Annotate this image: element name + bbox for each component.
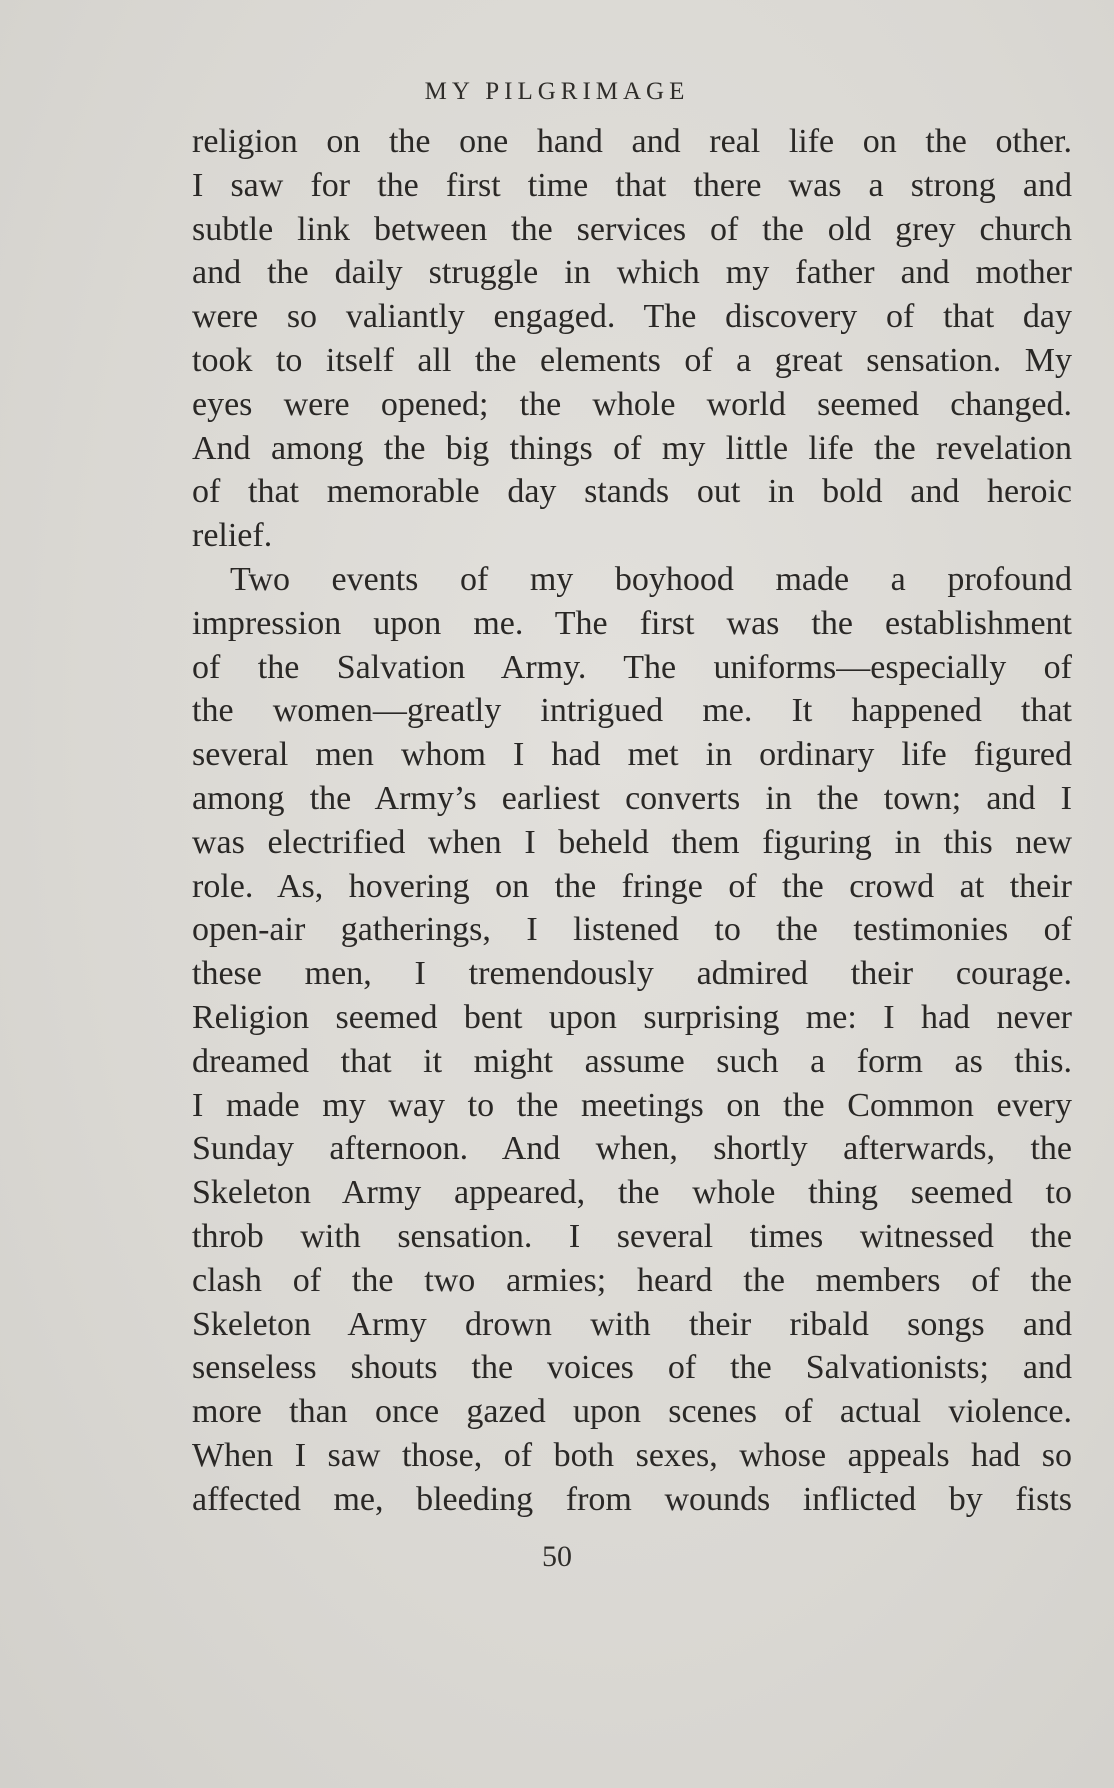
text-line: I made my way to the meetings on the Common every [192,1086,1072,1124]
text-line: among the Army’s earliest converts in the town; and I [192,779,1072,817]
text-line: took to itself all the elements of a great sensation. My [192,341,1072,379]
page-number: 50 [542,1540,572,1573]
text-line: several men whom I had met in ordinary life figured [192,736,1072,774]
text-line: subtle link between the services of the old grey church [192,210,1072,248]
text-line: I saw for the first time that there was a strong and [192,166,1072,204]
text-line: dreamed that it might assume such a form as this. [192,1042,1072,1080]
text-line: and the daily struggle in which my father and mother [192,254,1072,292]
text-line: of that memorable day stands out in bold and heroic [192,473,1072,511]
text-line: more than once gazed upon scenes of actual violence. [192,1393,1072,1431]
text-line: senseless shouts the voices of the Salvationists; and [192,1349,1072,1387]
text-line: Sunday afternoon. And when, shortly afterwards, the [192,1130,1072,1168]
text-line: religion on the one hand and real life on the other. [192,123,1072,160]
text-line: of the Salvation Army. The uniforms—especially of [192,648,1072,686]
text-line: Skeleton Army appeared, the whole thing seemed to [192,1174,1072,1212]
text-line: throb with sensation. I several times witnessed the [192,1217,1072,1255]
text-line: relief. [192,517,273,555]
text-line: was electrified when I beheld them figuring in this new [192,823,1072,861]
text-line: Two events of my boyhood made a profound [230,560,1072,598]
text-line: role. As, hovering on the fringe of the crowd at their [192,867,1072,905]
text-line: impression upon me. The first was the establishment [192,604,1072,642]
body-text [192,120,1072,1522]
text-line: eyes were opened; the whole world seemed changed. [192,385,1072,423]
text-line: were so valiantly engaged. The discovery of that day [192,298,1072,336]
text-line: Religion seemed bent upon surprising me: I had never [192,998,1072,1036]
text-line: affected me, bleeding from wounds inflicted by fists [192,1480,1072,1518]
text-line: these men, I tremendously admired their courage. [192,955,1072,993]
text-line: clash of the two armies; heard the members of the [192,1261,1072,1299]
text-line: open-air gatherings, I listened to the testimonies of [192,911,1072,949]
text-line: When I saw those, of both sexes, whose appeals had so [192,1436,1072,1474]
text-line: Skeleton Army drown with their ribald songs and [192,1305,1072,1343]
text-line: the women—greatly intrigued me. It happened that [192,692,1072,730]
running-head: MY PILGRIMAGE [424,78,690,105]
text-line: And among the big things of my little life the revelation [192,429,1072,467]
